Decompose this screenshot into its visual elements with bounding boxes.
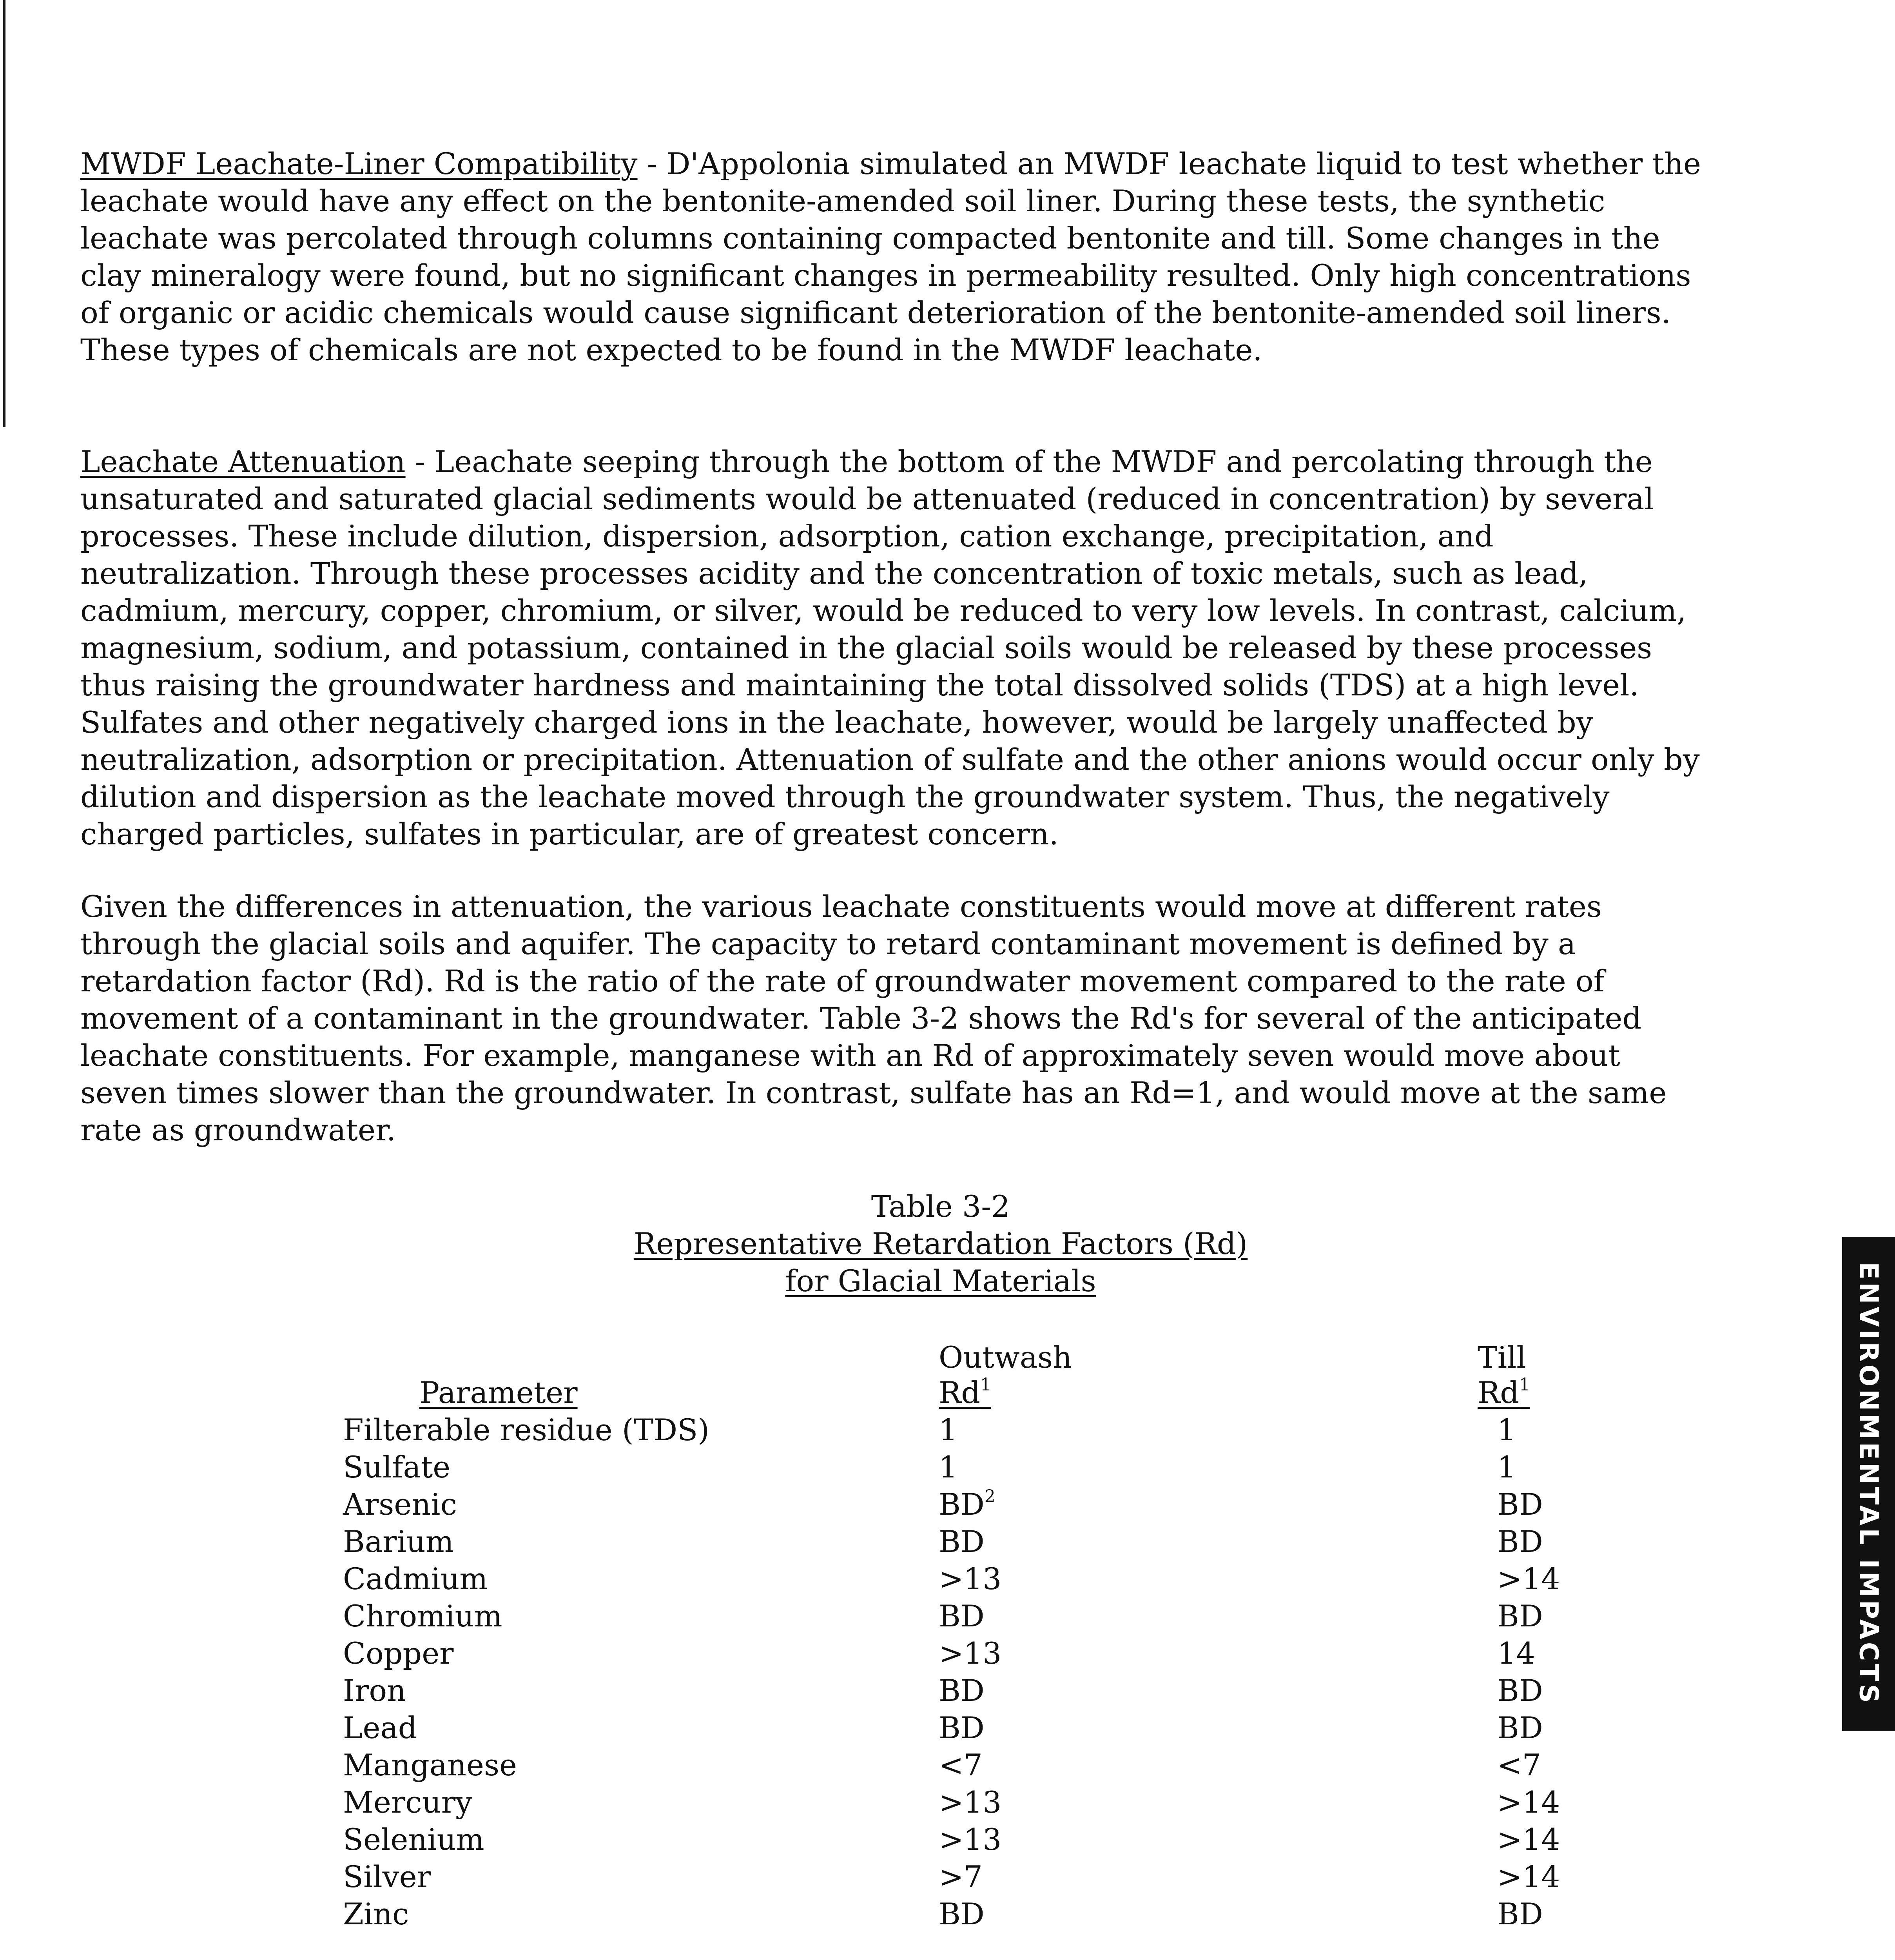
cell-parameter: Lead (343, 1710, 417, 1745)
cell-till: BD (1497, 1524, 1543, 1559)
cell-outwash (939, 1821, 1001, 1858)
cell-parameter: Selenium (343, 1822, 484, 1857)
cell-till: BD (1497, 1710, 1543, 1745)
table-row (343, 1448, 1597, 1486)
column-header-text: Parameter (419, 1375, 578, 1410)
cell-parameter: Barium (343, 1524, 454, 1559)
cell-value: BD (939, 1487, 985, 1522)
table-row (343, 1858, 1597, 1895)
cell-parameter: Sulfate (343, 1450, 451, 1485)
column-header-till-rd (1478, 1374, 1530, 1411)
paragraph-body: - D'Appolonia simulated an MWDF leachate liquid to test whether the leachate would have any effect on the bentonite-amended soil liner. During these tests, the synthetic leachate was percolated through columns containing compacted bentonite and till. Some changes in the clay mineralogy were found, but no significant changes in permeability resulted. Only high concentrations of organic or acidic chemicals would cause significant deterioration of the bentonite-amended soil liners. These types of chemicals are not expected to be found in the MWDF leachate. (80, 146, 1701, 367)
section-side-tab (1842, 1237, 1895, 1731)
cell-till: BD (1497, 1487, 1543, 1522)
table-row (343, 1635, 1597, 1672)
cell-till: BD (1497, 1599, 1543, 1633)
table-label: Table 3-2 (871, 1189, 1010, 1224)
cell-outwash (939, 1597, 985, 1635)
table-row (343, 1672, 1597, 1709)
paragraph-heading: MWDF Leachate-Liner Compatibility (80, 146, 638, 181)
cell-parameter: Arsenic (343, 1487, 457, 1522)
cell-outwash (939, 1448, 957, 1486)
cell-value: >7 (939, 1859, 983, 1894)
cell-outwash (939, 1411, 957, 1448)
cell-outwash (939, 1523, 985, 1560)
cell-till: 1 (1497, 1412, 1516, 1447)
cell-parameter: Manganese (343, 1748, 517, 1782)
cell-till: >14 (1497, 1561, 1560, 1596)
cell-till: 14 (1497, 1636, 1535, 1671)
cell-parameter: Silver (343, 1859, 431, 1894)
cell-till: BD (1497, 1673, 1543, 1708)
cell-value: 1 (939, 1450, 958, 1485)
table-row (343, 1523, 1597, 1560)
cell-outwash (939, 1858, 983, 1895)
column-header-outwash-rd (939, 1374, 991, 1411)
cell-outwash (939, 1486, 996, 1523)
paragraph-body: Given the differences in attenuation, the various leachate constituents would move at different rates through the glacial soils and aquifer. The capacity to retard contaminant movement is defined by a retardation factor (Rd). Rd is the ratio of the rate of groundwater movement compared to the rate of movement of a contaminant in the groundwater. Table 3-2 shows the Rd's for several of the anticipated leachate constituents. For example, manganese with an Rd of approximately seven would move about seven times slower than the groundwater. In contrast, sulfate has an Rd=1, and would move at the same rate as groundwater. (80, 889, 1667, 1147)
left-margin-rule (3, 0, 5, 427)
cell-till: >14 (1497, 1859, 1560, 1894)
paragraph-heading: Leachate Attenuation (80, 444, 406, 479)
table-row (343, 1597, 1597, 1635)
cell-parameter: Copper (343, 1636, 454, 1671)
cell-outwash (939, 1784, 1001, 1821)
column-header-till: Till (1478, 1340, 1526, 1375)
cell-outwash (939, 1746, 983, 1784)
cell-till: 1 (1497, 1450, 1516, 1485)
cell-parameter: Filterable residue (TDS) (343, 1412, 709, 1447)
cell-value: >13 (939, 1785, 1002, 1820)
paragraph-leachate-attenuation (80, 443, 1711, 853)
cell-parameter: Chromium (343, 1599, 502, 1633)
table-title-text: Representative Retardation Factors (Rd) (633, 1226, 1248, 1261)
cell-value: >13 (939, 1636, 1002, 1671)
table-row (343, 1486, 1597, 1523)
table-row (343, 1746, 1597, 1784)
footnote-ref: 2 (984, 1486, 996, 1506)
rd-label: Rd (1478, 1375, 1519, 1410)
cell-till: >14 (1497, 1785, 1560, 1820)
cell-value: 1 (939, 1412, 958, 1447)
table-row (343, 1560, 1597, 1597)
cell-outwash (939, 1560, 1001, 1597)
cell-value: >13 (939, 1822, 1002, 1857)
paragraph-body: - Leachate seeping through the bottom of the MWDF and percolating through the unsaturated and saturated glacial sediments would be attenuated (reduced in concentration) by several processes. These include dilution, dispersion, adsorption, cation exchange, precipitation, and neutralization. Through these processes acidity and the concentration of toxic metals, such as lead, cadmium, mercury, copper, chromium, or silver, would be reduced to very low levels. In contrast, calcium, magnesium, sodium, and potassium, contained in the glacial soils would be released by these processes thus raising the groundwater hardness and maintaining the total dissolved solids (TDS) at a high level. Sulfates and other negatively charged ions in the leachate, however, would be largely unaffected by neutralization, adsorption or precipitation. Attenuation of sulfate and the other anions would occur only by dilution and dispersion as the leachate moved through the groundwater system. Thus, the negatively charged particles, sulfates in particular, are of greatest concern. (80, 444, 1700, 851)
cell-value: BD (939, 1896, 985, 1931)
table-title-line2 (510, 1262, 1372, 1299)
column-header-parameter (419, 1374, 578, 1411)
cell-parameter: Zinc (343, 1896, 409, 1931)
cell-value: >13 (939, 1561, 1002, 1596)
cell-parameter: Mercury (343, 1785, 472, 1820)
cell-value: BD (939, 1524, 985, 1559)
cell-outwash (939, 1672, 985, 1709)
cell-parameter: Iron (343, 1673, 406, 1708)
footnote-ref: 1 (980, 1374, 991, 1395)
rd-label: Rd (939, 1375, 980, 1410)
cell-value: BD (939, 1710, 985, 1745)
footnote-ref: 1 (1519, 1374, 1530, 1395)
table-title-line1 (510, 1225, 1372, 1262)
table-row (343, 1411, 1597, 1448)
cell-value: BD (939, 1673, 985, 1708)
paragraph-attenuation-differences (80, 888, 1711, 1149)
table-title-text: for Glacial Materials (785, 1263, 1096, 1298)
column-header-outwash: Outwash (939, 1340, 1072, 1375)
cell-outwash (939, 1635, 1001, 1672)
table-row (343, 1784, 1597, 1821)
cell-till: >14 (1497, 1822, 1560, 1857)
table-row (343, 1821, 1597, 1858)
cell-till: BD (1497, 1896, 1543, 1931)
cell-value: <7 (939, 1748, 983, 1782)
cell-outwash (939, 1895, 985, 1933)
cell-value: BD (939, 1599, 985, 1633)
table-row (343, 1895, 1597, 1933)
retardation-table (343, 1411, 1597, 1933)
cell-parameter: Cadmium (343, 1561, 488, 1596)
side-tab-label: ENVIRONMENTAL IMPACTS (1853, 1262, 1884, 1706)
paragraph-liner-compatibility (80, 145, 1711, 368)
table-row (343, 1709, 1597, 1746)
cell-outwash (939, 1709, 985, 1746)
cell-till: <7 (1497, 1748, 1541, 1782)
